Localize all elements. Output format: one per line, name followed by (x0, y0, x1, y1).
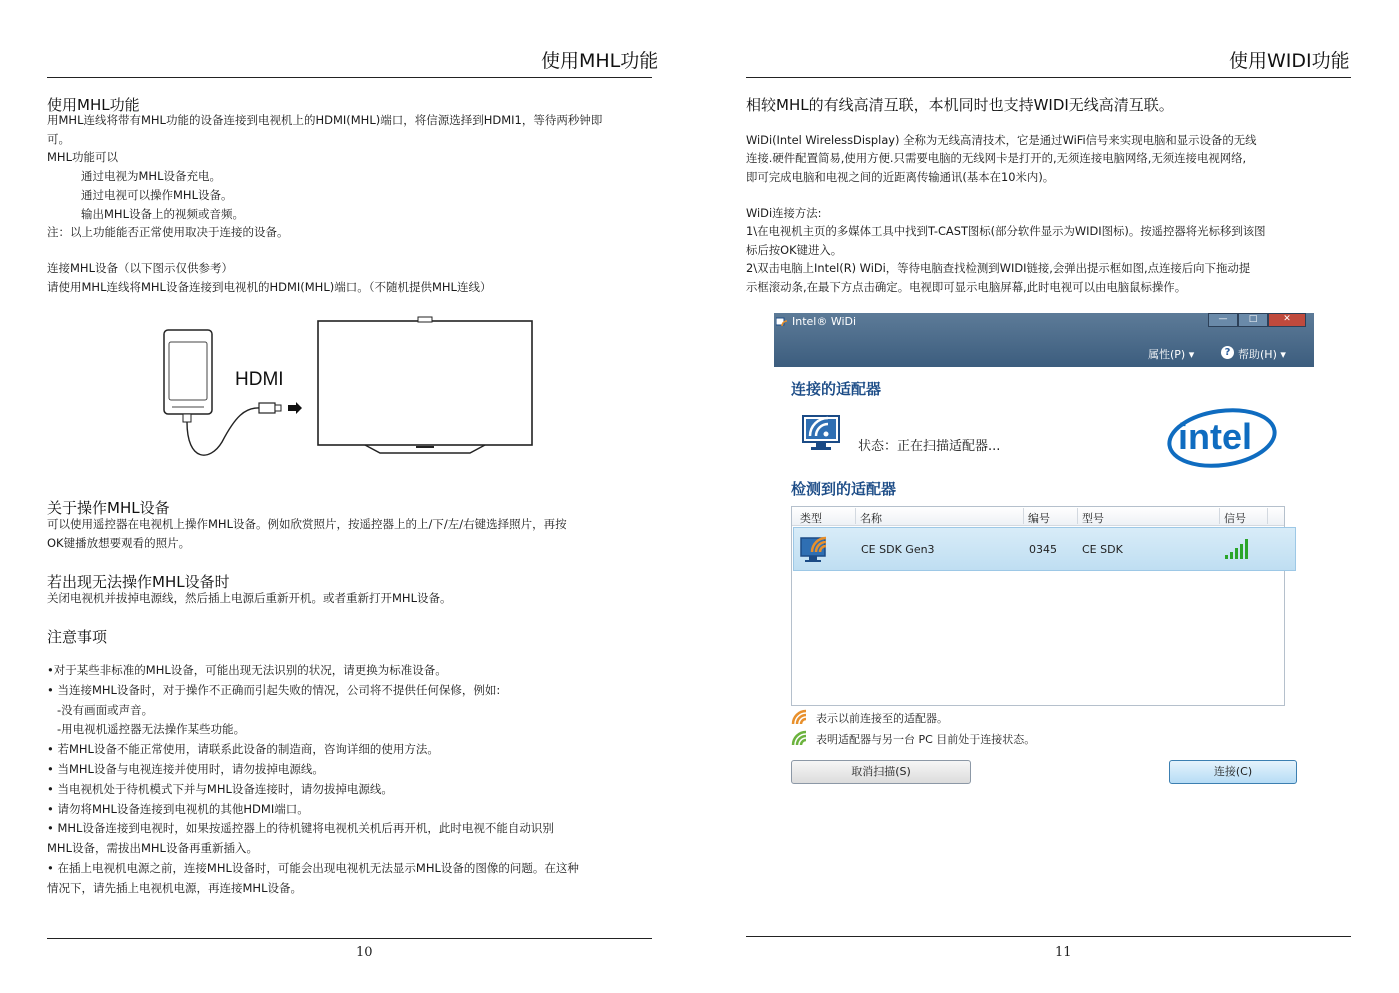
widi-steps (746, 204, 1354, 296)
window-title: Intel® WiDi (792, 315, 857, 328)
note-line: • 若MHL设备不能正常使用，请联系此设备的制造商，咨询详细的使用方法。 (47, 742, 439, 757)
mhl-intro-paragraph (47, 111, 657, 242)
note-line: • 在插上电视机电源之前，连接MHL设备时，可能会出现电视机无法显示MHL设备的图像的问题。在这种 (47, 860, 579, 875)
hdmi-plug-illustration (259, 403, 281, 413)
note-line: • 当MHL设备与电视连接并使用时，请勿拔掉电源线。 (47, 761, 324, 776)
text-line: OK键播放想要观看的照片。 (47, 535, 191, 550)
step-line: 示框滚动条,在最下方点击确定。电视即可显示电脑屏幕,此时电视可以由电脑鼠标操作。 (746, 279, 1187, 294)
mhl-can-label: MHL功能可以 (47, 150, 118, 165)
legend-text: 表示以前连接至的适配器。 (816, 712, 948, 725)
minimize-button[interactable]: — (1208, 313, 1238, 327)
wifi-orange-icon (791, 709, 807, 725)
hdmi-label: HDMI (235, 369, 284, 390)
note-line: • 当电视机处于待机模式下并与MHL设备连接时，请勿拔掉电源线。 (47, 781, 393, 796)
column-header[interactable]: 类型 (800, 512, 822, 525)
cancel-scan-button[interactable]: 取消扫描(S) (791, 760, 971, 784)
section-heading-notes: 注意事项 (47, 628, 108, 646)
wireless-display-icon (800, 532, 834, 564)
menu-properties[interactable]: 属性(P) ▾ (1148, 348, 1195, 361)
column-header[interactable]: 名称 (860, 512, 882, 525)
cannot-operate-paragraph: 关闭电视机并拔掉电源线，然后插上电源后重新开机。或者重新打开MHL设备。 (47, 591, 452, 605)
tv-illustration (318, 317, 532, 453)
note-line: • MHL设备连接到电视时，如果按遥控器上的待机键将电视机关机后再开机，此时电视不能自动识别 (47, 821, 554, 836)
notes-list (47, 661, 657, 899)
section-heading-operate: 关于操作MHL设备 (47, 499, 170, 517)
intel-logo-text: intel (1178, 416, 1253, 457)
text-line: 可。 (47, 131, 70, 146)
connected-adapter-heading: 连接的适配器 (791, 380, 882, 398)
help-icon: ? (1221, 346, 1234, 359)
maximize-button[interactable]: □ (1238, 313, 1268, 327)
note-line: • 当连接MHL设备时，对于操作不正确而引起失败的情况，公司将不提供任何保修，例如: (47, 682, 501, 697)
note-line: -用电视机遥控器无法操作某些功能。 (57, 722, 246, 737)
column-header[interactable]: 型号 (1082, 512, 1104, 525)
column-separator (1219, 508, 1220, 524)
column-header[interactable]: 信号 (1224, 512, 1246, 525)
arrow-right-icon (288, 402, 302, 414)
page-number: 11 (1055, 945, 1072, 960)
adapter-model: CE SDK (1082, 543, 1123, 556)
step-line: 标后按OK键进入。 (746, 242, 843, 257)
mhl-connection-diagram (150, 312, 550, 462)
intel-logo (1166, 405, 1278, 471)
column-separator (1267, 508, 1268, 524)
list-item: 通过电视可以操作MHL设备。 (81, 187, 233, 202)
phone-illustration (164, 330, 212, 422)
adapter-number: 0345 (1029, 543, 1057, 556)
step-line: 2\双击电脑上Intel(R) WiDi，等待电脑查找检测到WIDI链接,会弹出提示框如图,点连接后向下拖动提 (746, 261, 1251, 276)
column-separator (855, 508, 856, 524)
adapter-name: CE SDK Gen3 (861, 543, 935, 556)
table-row[interactable] (793, 527, 1296, 571)
mhl-cable (187, 408, 260, 455)
connect-button[interactable]: 连接(C) (1169, 760, 1297, 784)
text-line: WiDi(Intel WirelessDisplay) 全称为无线高清技术，它是通过WiFi信号来实现电脑和显示设备的无线 (746, 133, 1257, 147)
note-line: MHL设备，需拔出MHL设备再重新插入。 (47, 841, 258, 856)
adapter-monitor-icon (802, 410, 848, 456)
mhl-note: 注：以上功能能否正常使用取决于连接的设备。 (47, 225, 289, 240)
header-divider (47, 77, 652, 78)
detected-adapter-heading: 检测到的适配器 (791, 480, 897, 498)
adapter-list[interactable] (791, 506, 1285, 706)
page-number: 10 (356, 945, 373, 960)
wifi-green-icon (791, 730, 807, 746)
list-item: 输出MHL设备上的视频或音频。 (81, 206, 244, 221)
text-line: 可以使用遥控器在电视机上操作MHL设备。例如欣赏照片，按遥控器上的上/下/左/右键选择照片，再按 (47, 517, 567, 531)
column-header[interactable]: 编号 (1028, 512, 1050, 525)
column-separator (1077, 508, 1078, 524)
page-header-title: 使用WIDI功能 (1229, 50, 1350, 72)
note-line: • 请勿将MHL设备连接到电视机的其他HDMI端口。 (47, 801, 309, 816)
menu-help[interactable]: 帮助(H) ▾ (1238, 348, 1286, 361)
intel-widi-window (774, 313, 1314, 798)
text-line: 即可完成电脑和电视之间的近距离传输通讯(基本在10米内)。 (746, 169, 1055, 184)
header-divider (746, 77, 1351, 78)
text-line: 连接MHL设备（以下图示仅供参考） (47, 261, 233, 275)
legend-text: 表明适配器与另一台 PC 目前处于连接状态。 (816, 733, 1036, 746)
widi-description (746, 131, 1354, 186)
note-line: •对于某些非标准的MHL设备，可能出现无法识别的状况，请更换为标准设备。 (47, 663, 447, 677)
footer-divider (47, 938, 652, 939)
adapter-list-header (792, 507, 1284, 526)
signal-strength-icon (1224, 538, 1252, 560)
section-heading-cannot-operate: 若出现无法操作MHL设备时 (47, 573, 230, 591)
column-separator (1023, 508, 1024, 524)
section-heading-mhl: 使用MHL功能 (47, 96, 140, 114)
text-line: 用MHL连线将带有MHL功能的设备连接到电视机上的HDMI(MHL)端口，将信源选择到HDMI1，等待两秒钟即 (47, 113, 603, 127)
note-line: -没有画面或声音。 (57, 702, 154, 717)
step-line: 1\在电视机主页的多媒体工具中找到T-CAST图标(部分软件显示为WIDI图标)。按遥控器将光标移到该图 (746, 224, 1266, 239)
text-line: 请使用MHL连线将MHL设备连接到电视机的HDMI(MHL)端口。（不随机提供MHL连线） (47, 279, 492, 294)
footer-divider (746, 936, 1351, 937)
note-line: 情况下，请先插上电视机电源，再连接MHL设备。 (47, 880, 302, 895)
operate-paragraph (47, 515, 657, 552)
text-line: 连接.硬件配置简易,使用方便.只需要电脑的无线网卡是打开的,无须连接电脑网络,无须连接电视网络, (746, 151, 1247, 166)
widi-intro-heading: 相较MHL的有线高清互联，本机同时也支持WIDI无线高清互联。 (746, 96, 1174, 114)
window-titlebar (774, 313, 1314, 367)
widi-app-icon (776, 316, 788, 328)
page-header-title: 使用MHL功能 (541, 50, 659, 72)
window-controls (1208, 313, 1306, 326)
close-button[interactable]: ✕ (1268, 313, 1306, 327)
connect-paragraph (47, 259, 657, 296)
list-item: 通过电视为MHL设备充电。 (81, 169, 221, 184)
method-label: WiDi连接方法: (746, 206, 822, 220)
scan-status: 状态：正在扫描适配器... (858, 439, 1001, 454)
